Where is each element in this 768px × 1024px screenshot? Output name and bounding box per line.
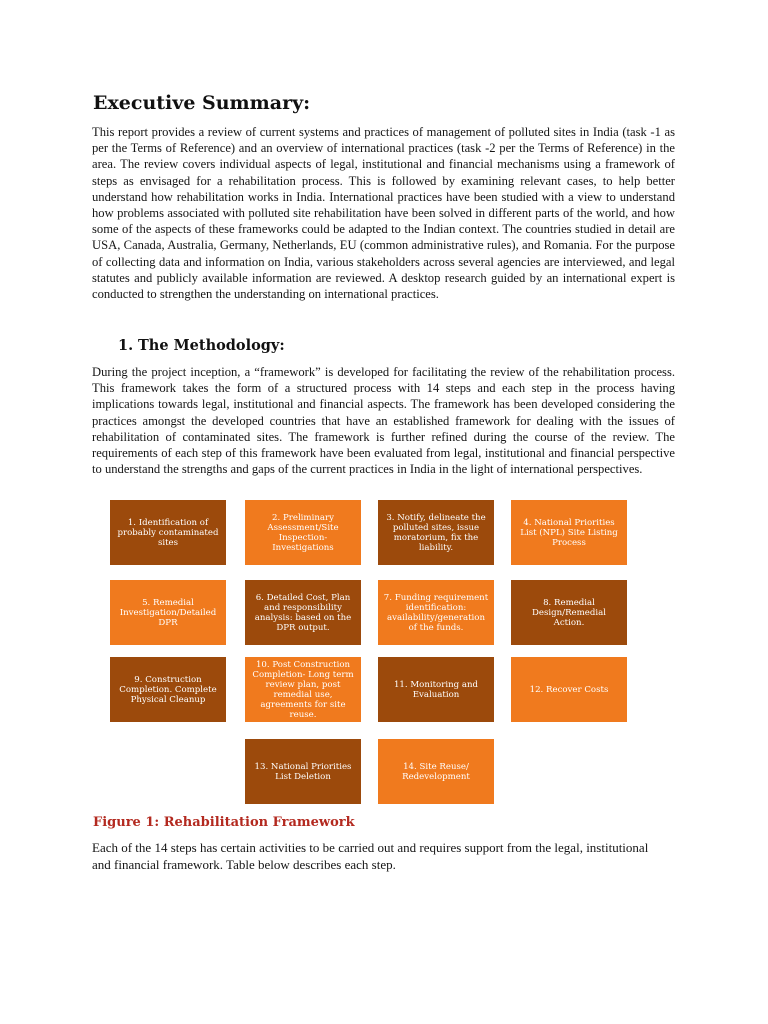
rehabilitation-framework-diagram (110, 500, 632, 810)
intro-paragraph: This report provides a review of current systems and practices of management of polluted sites in India (task -1 as per the Terms of Reference) and an overview of international practices (task -2 per the Terms of Reference) in the area. The review covers individual aspects of legal, institutional and financial mechanisms using a framework of steps as envisaged for a rehabilitation process. This is followed by examining relevant cases, to help better understand how rehabilitation works in India. International practices have been studied with a view to understand how problems associated with polluted site rehabilitation have been solved in different parts of the world, and how some of the aspects of these frameworks could be adapted to the Indian context. The countries studied in detail are USA, Canada, Australia, Germany, Netherlands, EU (common administrative rules), and Romania. For the purpose of collecting data and information on India, various stakeholders across several agencies are interviewed, and legal statutes and publicly available information are reviewed. A desktop research guided by an international expert is conducted to strengthen the understanding on international practices. (92, 125, 675, 302)
framework-step-7: 7. Funding requirement identification: availability/generation of the funds. (378, 580, 494, 645)
framework-step-3: 3. Notify, delineate the polluted sites, issue moratorium, fix the liability. (378, 500, 494, 565)
executive-summary-heading: Executive Summary: (93, 92, 311, 114)
figure-caption: Figure 1: Rehabilitation Framework (93, 815, 355, 830)
methodology-heading (118, 337, 285, 354)
framework-step-12: 12. Recover Costs (511, 657, 627, 722)
framework-step-5: 5. Remedial Investigation/Detailed DPR (110, 580, 226, 645)
section-title: The Methodology: (138, 337, 285, 354)
framework-step-8: 8. Remedial Design/Remedial Action. (511, 580, 627, 645)
section-number: 1. (118, 337, 134, 354)
closing-paragraph: Each of the 14 steps has certain activities to be carried out and requires support from the legal, institutional and financial framework. Table below describes each step. (92, 840, 649, 872)
framework-step-11: 11. Monitoring and Evaluation (378, 657, 494, 722)
framework-step-1: 1. Identification of probably contaminated sites (110, 500, 226, 565)
framework-step-6: 6. Detailed Cost, Plan and responsibility analysis: based on the DPR output. (245, 580, 361, 645)
framework-step-2: 2. Preliminary Assessment/Site Inspection-Investigations (245, 500, 361, 565)
framework-step-9: 9. Construction Completion. Complete Physical Cleanup (110, 657, 226, 722)
methodology-paragraph: During the project inception, a “framework” is developed for facilitating the review of the rehabilitation process. This framework takes the form of a structured process with 14 steps and each step in the process having implications towards legal, institutional and financial aspects. The framework has been developed considering the practices amongst the developed countries that have an established framework for dealing with the issues of rehabilitation of contaminated sites. The framework is further refined during the course of the review. The requirements of each step of this framework have been evaluated from legal, institutional and financial perspective to understand the strengths and gaps of the current practices in India in the light of international perspectives. (92, 365, 675, 477)
framework-step-14: 14. Site Reuse/ Redevelopment (378, 739, 494, 804)
framework-step-10: 10. Post Construction Completion- Long term review plan, post remedial use, agreements for site reuse. (245, 657, 361, 722)
framework-step-13: 13. National Priorities List Deletion (245, 739, 361, 804)
framework-step-4: 4. National Priorities List (NPL) Site Listing Process (511, 500, 627, 565)
